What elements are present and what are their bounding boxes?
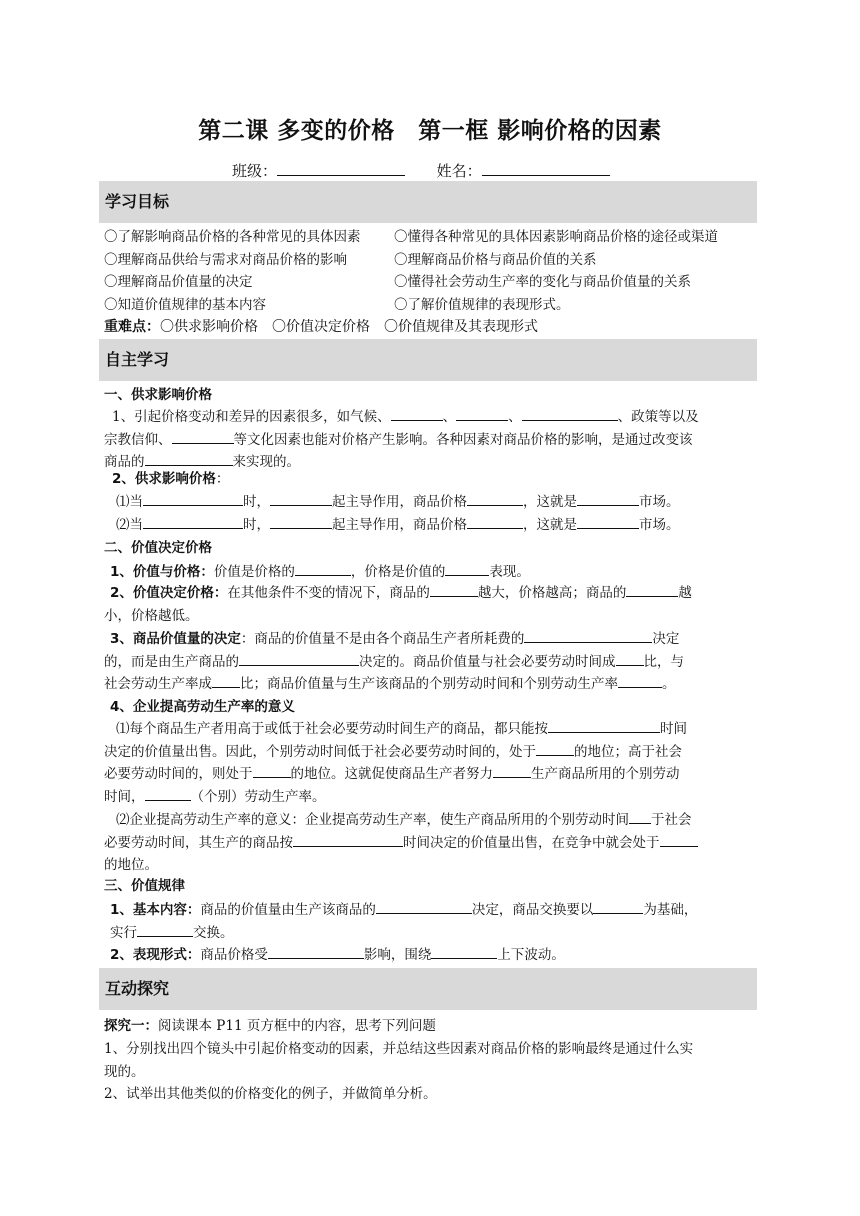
answer-blank[interactable] <box>270 492 332 506</box>
answer-blank[interactable] <box>253 764 291 778</box>
paragraph-productivity-1 <box>104 718 758 808</box>
objective-item: 〇知道价值规律的基本内容 <box>104 296 266 313</box>
text: 市场。 <box>639 494 680 510</box>
answer-blank[interactable] <box>172 430 234 444</box>
text: 起主导作用，商品价格 <box>332 494 467 510</box>
answer-blank[interactable] <box>268 945 364 959</box>
text: 3、商品价值量的决定 <box>110 631 241 647</box>
answer-blank[interactable] <box>524 629 652 643</box>
text: ：商品的价值量不是由各个商品生产者所耗费的 <box>240 631 525 647</box>
answer-blank[interactable] <box>445 562 489 576</box>
productivity-title: 4、企业提高劳动生产率的意义 <box>110 699 295 715</box>
text: 决定的价值量出售。因此，个别劳动时间低于社会必要劳动时间的，处于 <box>104 743 536 760</box>
text: 在其他条件不变的情况下，商品的 <box>227 585 430 601</box>
text: ，价格是价值的 <box>350 564 446 580</box>
class-label: 班级： <box>232 162 278 180</box>
text: 影响，围绕 <box>363 947 432 963</box>
text: 时， <box>243 517 270 533</box>
text: 、政策等以及 <box>617 409 699 425</box>
text: 起主导作用，商品价格 <box>332 517 467 533</box>
explore-question-1 <box>104 1038 758 1083</box>
section-heading-objectives: 学习目标 <box>99 181 757 223</box>
answer-blank[interactable] <box>270 515 332 529</box>
text: 必要劳动时间的，则处于 <box>104 766 253 782</box>
text: 表现。 <box>489 564 530 580</box>
text: 为基础， <box>643 902 698 918</box>
answer-blank[interactable] <box>618 674 662 688</box>
answer-blank[interactable] <box>577 492 639 506</box>
text: 2、表现形式： <box>110 947 201 963</box>
text: 。 <box>662 676 676 692</box>
section-heading-self-study: 自主学习 <box>99 339 757 381</box>
paragraph-factors: 1、引起价格变动和差异的因素很多，如气候、 、 、 、政策等以及 宗教信仰、 等文化因素也能对价格产生影响。各种因素对商品价格的影响，是通过改变该 商品的 来实现的。 <box>104 409 699 470</box>
paragraph-productivity-2 <box>104 809 758 877</box>
text: 小，价格越低。 <box>104 607 199 624</box>
objectives-list <box>104 226 764 316</box>
text: 时间 <box>660 721 687 737</box>
answer-blank[interactable] <box>137 923 193 937</box>
text: 商品的 <box>104 454 145 470</box>
text: 等文化因素也能对价格产生影响。各种因素对商品价格的影响，是通过改变该 <box>233 431 693 448</box>
answer-blank[interactable] <box>293 833 403 847</box>
answer-blank[interactable] <box>536 742 574 756</box>
text: 2、价值决定价格： <box>110 585 228 601</box>
text: 1、引起价格变动和差异的因素很多，如气候、 <box>112 409 391 425</box>
answer-blank[interactable] <box>493 764 531 778</box>
section-heading-explore: 互动探究 <box>99 968 757 1010</box>
objective-row <box>104 249 764 272</box>
answer-blank[interactable] <box>616 652 644 666</box>
text: 生产商品所用的个别劳动 <box>531 766 680 782</box>
key-points-line <box>104 317 538 337</box>
answer-blank[interactable] <box>143 515 243 529</box>
text: 的地位。这就促使商品生产者努力 <box>290 766 493 782</box>
text: 的地位。 <box>104 857 158 873</box>
answer-blank[interactable] <box>629 810 651 824</box>
key-points-text: 〇供求影响价格 〇价值决定价格 〇价值规律及其表现形式 <box>160 319 538 335</box>
text: 必要劳动时间，其生产的商品按 <box>104 834 293 851</box>
text: 1、基本内容： <box>110 902 201 918</box>
answer-blank[interactable] <box>577 515 639 529</box>
part3-title: 三、价值规律 <box>104 878 185 894</box>
text: 来实现的。 <box>232 454 300 470</box>
text: 社会劳动生产率成 <box>104 676 212 692</box>
name-label: 姓名： <box>436 162 482 180</box>
text: 实行 <box>110 924 137 941</box>
answer-blank[interactable] <box>145 787 191 801</box>
text: ，这就是 <box>523 494 577 510</box>
objective-item: 〇懂得各种常见的具体因素影响商品价格的途径或渠道 <box>394 229 718 245</box>
objective-item: 〇懂得社会劳动生产率的变化与商品价值量的关系 <box>394 274 691 290</box>
text: 比；商品价值量与生产该商品的个别劳动时间和个别劳动生产率 <box>240 676 618 692</box>
answer-blank[interactable] <box>467 515 523 529</box>
text: 阅读课本 P11 页方框中的内容，思考下列问题 <box>158 1018 436 1034</box>
text: ： <box>215 471 230 487</box>
text: 于社会 <box>651 812 692 828</box>
text: 时， <box>243 494 270 510</box>
paragraph-value-quantity <box>104 628 758 696</box>
answer-blank[interactable] <box>239 652 359 666</box>
text: 价值是价格的 <box>213 564 295 580</box>
objective-item: 〇了解价值规律的表现形式。 <box>394 296 570 313</box>
paragraph-value-decides <box>104 582 758 627</box>
text: ⑵企业提高劳动生产率的意义：企业提高劳动生产率，使生产商品所用的个别劳动时间 <box>116 812 629 828</box>
answer-blank[interactable] <box>143 492 243 506</box>
text: 1、分别找出四个镜头中引起价格变动的因素，并总结这些因素对商品价格的影响最终是通过什么实 <box>104 1041 694 1057</box>
objective-item: 〇理解商品供给与需求对商品价格的影响 <box>104 251 347 268</box>
text: 比，与 <box>643 653 684 670</box>
text: 时间， <box>104 788 145 805</box>
answer-blank[interactable] <box>456 407 508 421</box>
text: ⑵当 <box>116 517 143 533</box>
class-name-line <box>232 160 610 181</box>
text: 上下波动。 <box>497 947 565 963</box>
text: 1、价值与价格： <box>110 564 214 580</box>
text: 宗教信仰、 <box>104 431 172 448</box>
text: 商品价格受 <box>200 947 268 963</box>
text: 交换。 <box>193 924 234 941</box>
text: （个别）劳动生产率。 <box>190 788 326 805</box>
answer-blank[interactable] <box>212 674 240 688</box>
name-blank[interactable] <box>482 161 610 176</box>
text: 决定的。商品价值量与社会必要劳动时间成 <box>359 653 616 670</box>
answer-blank[interactable] <box>376 900 472 914</box>
page-title: 第二课 多变的价格 第一框 影响价格的因素 <box>198 118 662 144</box>
objective-row <box>104 271 764 294</box>
class-blank[interactable] <box>277 161 405 176</box>
answer-blank[interactable] <box>295 562 351 576</box>
answer-blank[interactable] <box>430 583 478 597</box>
text: 探究一： <box>104 1018 158 1034</box>
supply-demand-line-2 <box>116 515 680 535</box>
text: 越大，价格越高；商品的 <box>477 585 627 601</box>
text: 的，而是由生产商品的 <box>104 653 239 670</box>
key-points-label: 重难点： <box>104 319 160 335</box>
objective-item: 〇理解商品价格与商品价值的关系 <box>394 251 597 268</box>
supply-demand-title <box>112 469 229 489</box>
text: 2、供求影响价格 <box>112 471 216 487</box>
text: 商品的价值量由生产该商品的 <box>200 902 376 918</box>
text: 越 <box>678 585 692 601</box>
objective-row <box>104 226 764 249</box>
paragraph-law-content <box>104 899 758 944</box>
text: 时间决定的价值量出售，在竞争中就会处于 <box>403 834 660 851</box>
answer-blank[interactable] <box>593 900 643 914</box>
objective-item: 〇了解影响商品价格的各种常见的具体因素 <box>104 229 361 245</box>
part1-title: 一、供求影响价格 <box>104 387 212 403</box>
explore-question-2: 2、试举出其他类似的价格变化的例子，并做简单分析。 <box>104 1086 437 1102</box>
answer-blank[interactable] <box>431 945 497 959</box>
answer-blank[interactable] <box>145 452 233 466</box>
law-form-line <box>110 945 565 965</box>
part2-title: 二、价值决定价格 <box>104 540 212 556</box>
explore-intro <box>104 1016 436 1036</box>
text: ，这就是 <box>523 517 577 533</box>
text: 市场。 <box>639 517 680 533</box>
text: 的地位；高于社会 <box>574 743 682 760</box>
objective-row <box>104 294 764 317</box>
answer-blank[interactable] <box>660 833 698 847</box>
answer-blank[interactable] <box>548 719 660 733</box>
supply-demand-line-1 <box>116 492 680 512</box>
text: 现的。 <box>104 1063 145 1080</box>
answer-blank[interactable] <box>467 492 523 506</box>
text: ⑴当 <box>116 494 143 510</box>
answer-blank[interactable] <box>522 407 618 421</box>
value-price-line <box>110 562 530 582</box>
answer-blank[interactable] <box>391 407 443 421</box>
text: ⑴每个商品生产者用高于或低于社会必要劳动时间生产的商品，都只能按 <box>116 721 548 737</box>
objective-item: 〇理解商品价值量的决定 <box>104 274 253 290</box>
text: 决定，商品交换要以 <box>471 902 594 918</box>
answer-blank[interactable] <box>626 583 678 597</box>
text: 决定 <box>652 631 680 647</box>
